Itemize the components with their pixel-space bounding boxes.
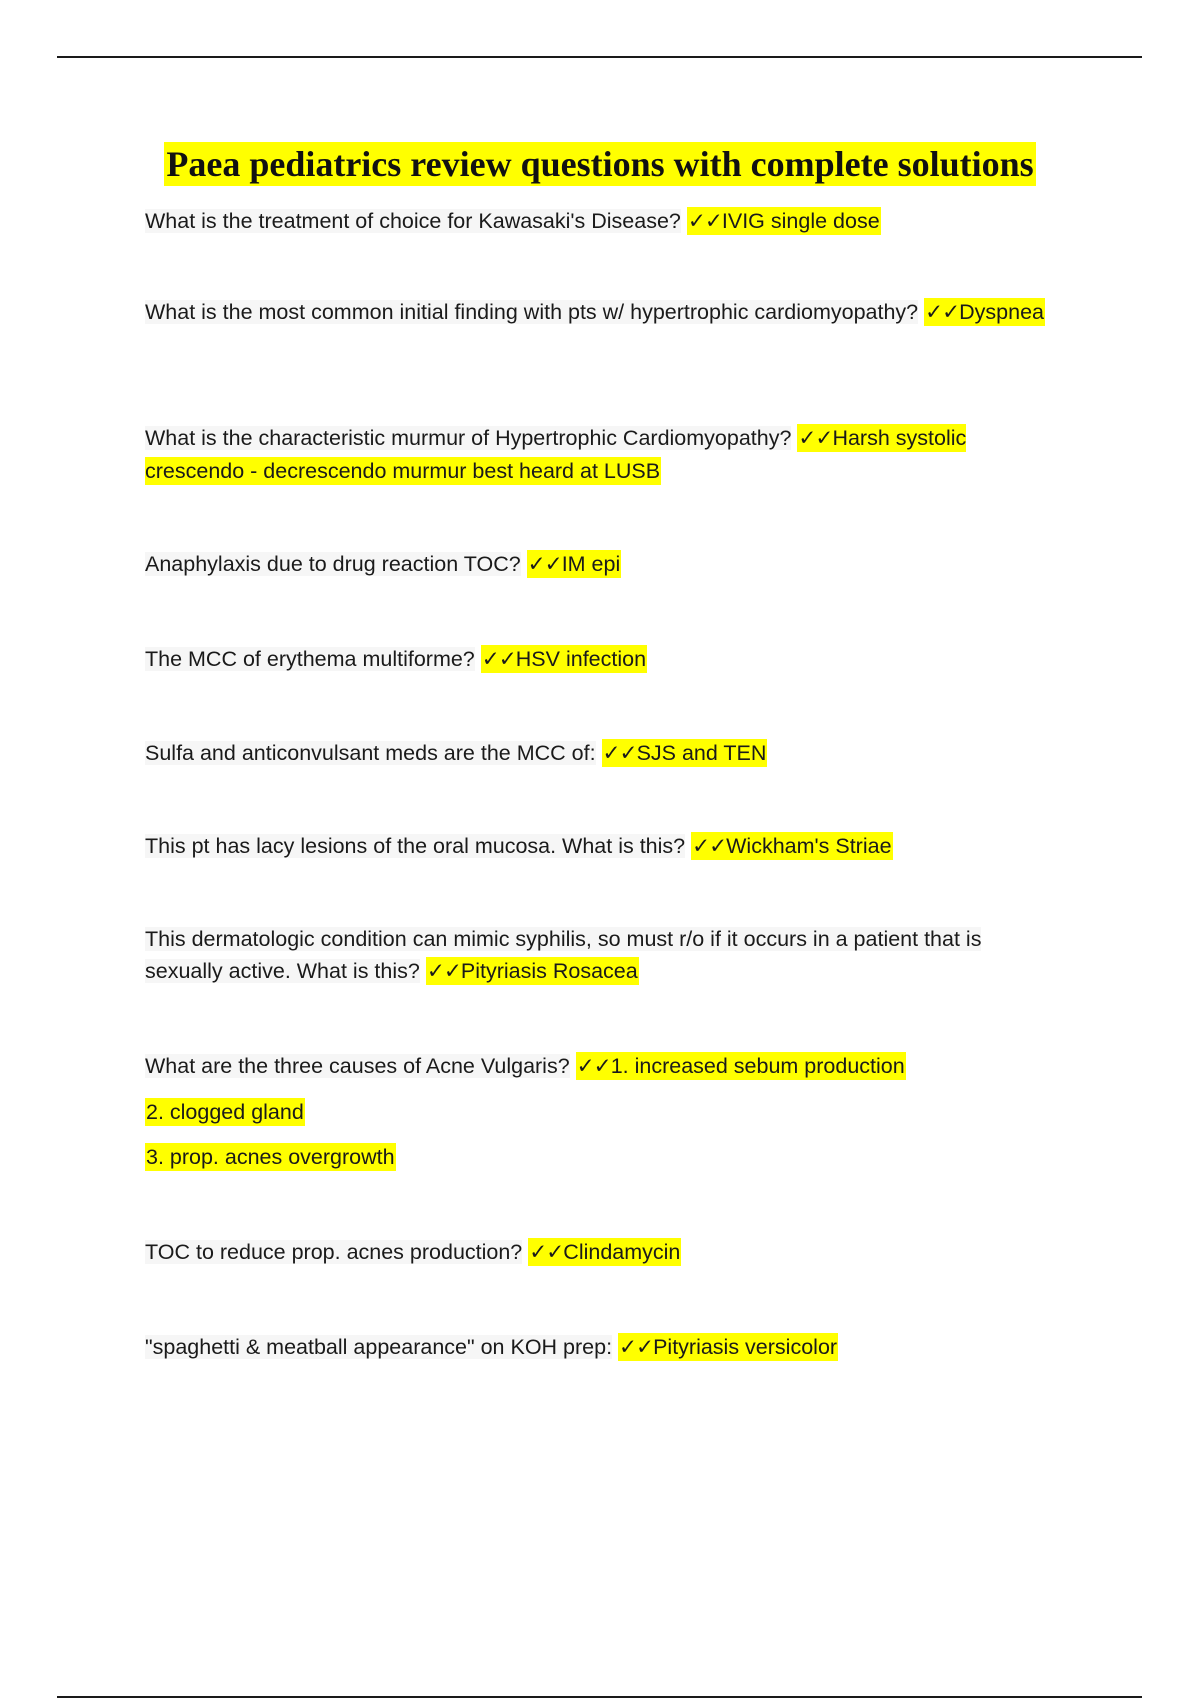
header-rule: [57, 56, 1142, 58]
question-text: What is the treatment of choice for Kawasaki's Disease?: [145, 209, 681, 233]
double-check-icon: ✓✓: [481, 647, 516, 672]
answer-text: Pityriasis versicolor: [653, 1335, 838, 1359]
double-check-icon: ✓✓: [602, 741, 637, 766]
answer-text: Dyspnea: [959, 300, 1045, 324]
qa-item-7: [145, 830, 1045, 863]
answer-continuation-2: [145, 1141, 1045, 1173]
answer-highlight: [691, 832, 892, 860]
question-text: The MCC of erythema multiforme?: [145, 647, 475, 671]
question-text: This dermatologic condition can mimic syphilis, so must r/o if it occurs in a patient that is sexually active. What is this?: [145, 927, 982, 983]
answer-text: HSV infection: [515, 647, 647, 671]
qa-first-line: [145, 1050, 1045, 1083]
double-check-icon: ✓✓: [576, 1054, 611, 1079]
answer-text: Wickham's Striae: [726, 834, 892, 858]
answer-text: Clindamycin: [563, 1240, 681, 1264]
qa-item-6: [145, 737, 1045, 770]
double-check-icon: ✓✓: [619, 1335, 654, 1360]
title-container: [0, 142, 1200, 186]
double-check-icon: ✓✓: [925, 300, 960, 325]
question-text: Sulfa and anticonvulsant meds are the MCC of:: [145, 741, 596, 765]
answer-continuation-1: [145, 1096, 1045, 1128]
double-check-icon: ✓✓: [426, 959, 461, 984]
answer-highlight: [426, 957, 639, 985]
footer-rule: [57, 1696, 1142, 1698]
answer-highlight: [602, 739, 768, 767]
qa-item-1: [145, 205, 1045, 238]
answer-highlight: 3. prop. acnes overgrowth: [146, 1145, 395, 1169]
answer-highlight: [687, 207, 881, 235]
qa-item-8: [145, 923, 1045, 988]
answer-highlight: 2. clogged gland: [146, 1100, 304, 1124]
double-check-icon: ✓✓: [529, 1240, 564, 1265]
answer-highlight: [924, 298, 1045, 326]
question-text: Anaphylaxis due to drug reaction TOC?: [145, 552, 521, 576]
question-text: This pt has lacy lesions of the oral mucosa. What is this?: [145, 834, 686, 858]
question-text: TOC to reduce prop. acnes production?: [145, 1240, 523, 1264]
answer-text: Pityriasis Rosacea: [460, 959, 638, 983]
answer-highlight: [576, 1052, 906, 1080]
double-check-icon: ✓✓: [798, 426, 833, 451]
double-check-icon: ✓✓: [692, 834, 727, 859]
qa-item-9: [145, 1050, 1045, 1173]
question-text: What are the three causes of Acne Vulgaris?: [145, 1054, 570, 1078]
qa-item-4: [145, 548, 1045, 581]
answer-highlight: [618, 1333, 838, 1361]
answer-text: IVIG single dose: [721, 209, 880, 233]
answer-highlight: [528, 1238, 681, 1266]
question-text: What is the most common initial finding with pts w/ hypertrophic cardiomyopathy?: [145, 300, 919, 324]
answer-text: Harsh systolic crescendo - decrescendo murmur best heard at LUSB: [145, 426, 967, 483]
answer-text: IM epi: [561, 552, 621, 576]
answer-text: 1. increased sebum production: [610, 1054, 905, 1078]
page-title: Paea pediatrics review questions with complete solutions: [166, 144, 1034, 184]
answer-highlight: [527, 550, 622, 578]
question-text: "spaghetti & meatball appearance" on KOH prep:: [145, 1335, 613, 1359]
double-check-icon: ✓✓: [527, 552, 562, 577]
qa-item-2: [145, 296, 1045, 329]
answer-text: SJS and TEN: [636, 741, 767, 765]
question-text: What is the characteristic murmur of Hypertrophic Cardiomyopathy?: [145, 426, 792, 450]
qa-item-3: [145, 422, 1045, 487]
qa-item-11: [145, 1331, 1045, 1364]
answer-highlight: [481, 645, 647, 673]
qa-item-5: [145, 643, 1045, 676]
double-check-icon: ✓✓: [687, 209, 722, 234]
qa-item-10: [145, 1236, 1045, 1269]
